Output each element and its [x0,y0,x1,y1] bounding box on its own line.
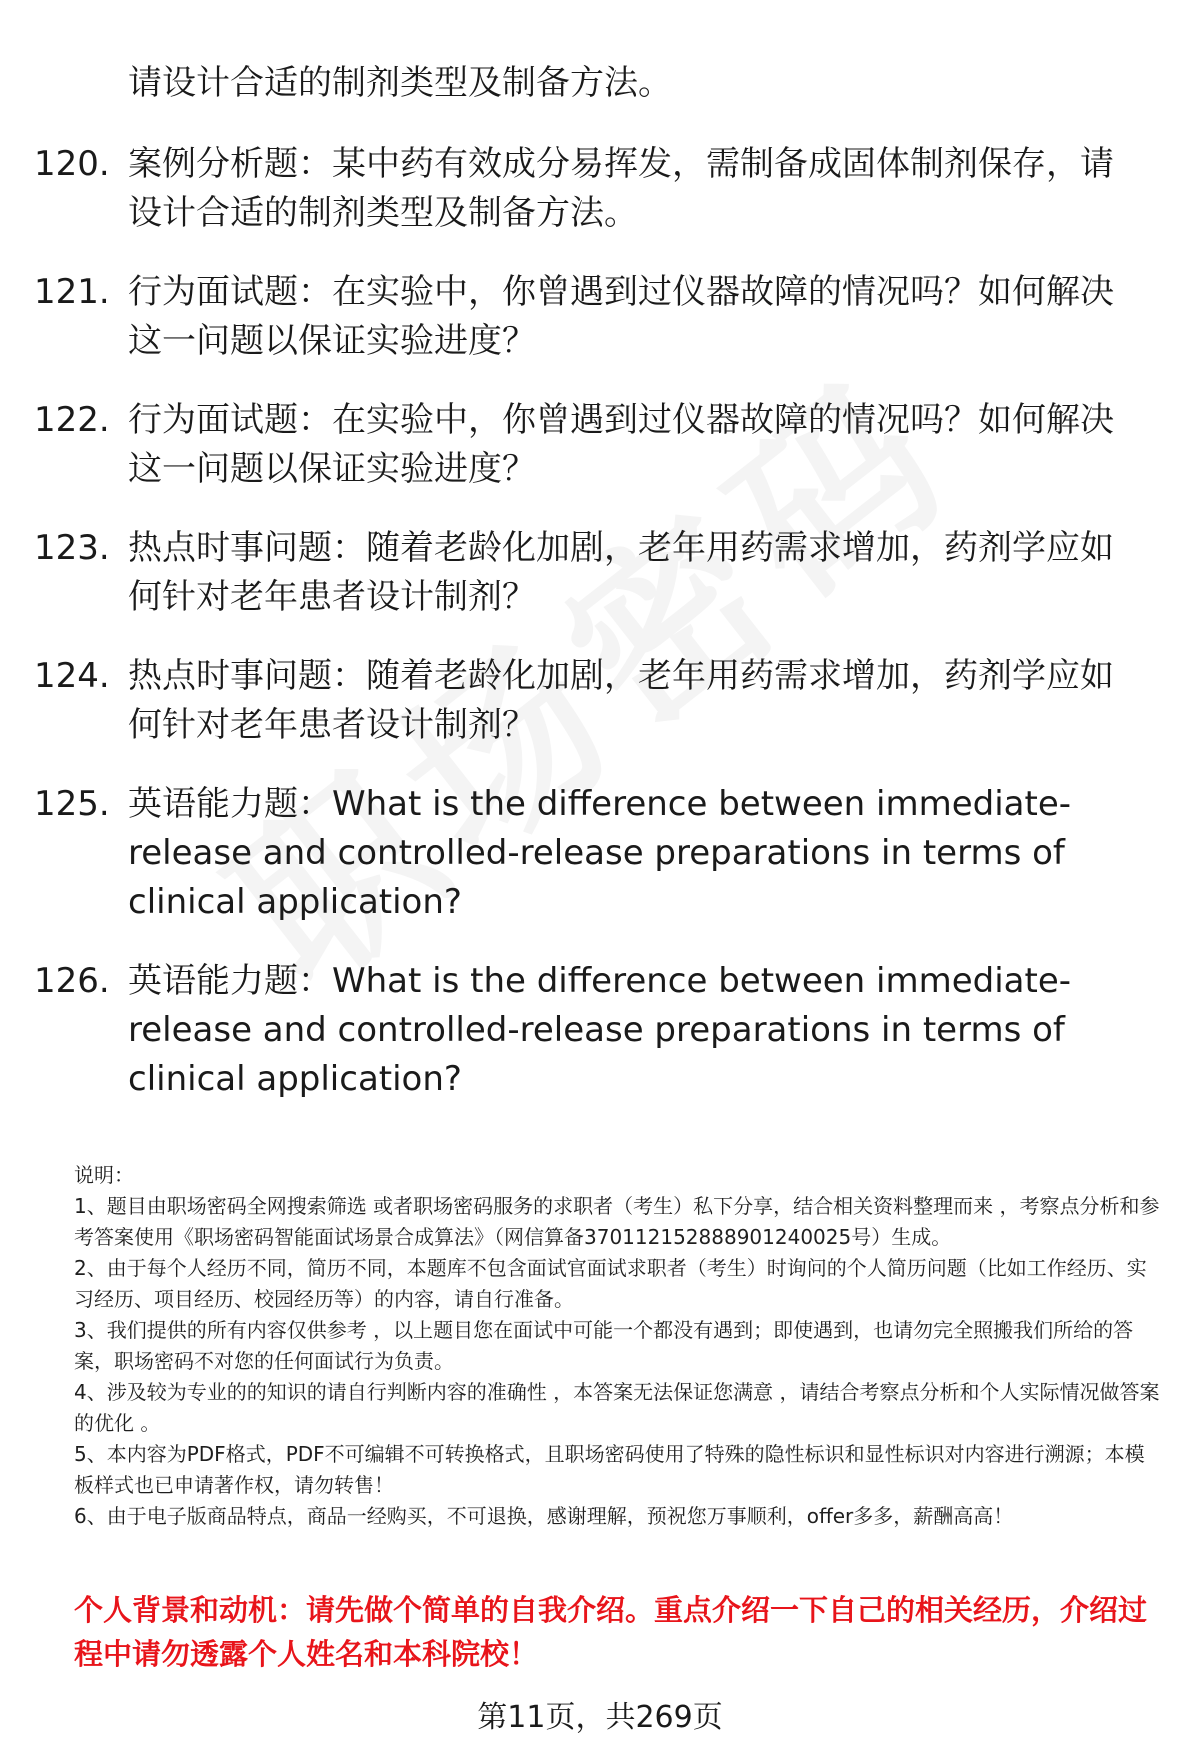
question-text: 热点时事问题：随着老龄化加剧，老年用药需求增加，药剂学应如何针对老年患者设计制剂？ [128,528,1114,617]
question-list [34,140,1164,1134]
question-number: 121. [34,272,110,312]
question-item [34,268,1164,366]
question-number: 120. [34,144,110,184]
notes-section [74,1160,1164,1532]
note-item: 2、由于每个人经历不同，简历不同，本题库不包含面试官面试求职者（考生）时询问的个人简历问题（比如工作经历、实习经历、项目经历、校园经历等）的内容，请自行准备。 [74,1256,1147,1311]
notes-title: 说明： [74,1163,134,1187]
question-text: 行为面试题：在实验中，你曾遇到过仪器故障的情况吗？如何解决这一问题以保证实验进度？ [128,400,1114,489]
question-text: 英语能力题：What is the difference between immediate-release and controlled-release preparations in terms of clinical application? [128,784,1072,922]
question-item [34,652,1164,750]
question-number: 125. [34,784,110,824]
highlight-question: 个人背景和动机：请先做个简单的自我介绍。重点介绍一下自己的相关经历，介绍过程中请勿透露个人姓名和本科院校！ [74,1593,1148,1671]
question-text: 行为面试题：在实验中，你曾遇到过仪器故障的情况吗？如何解决这一问题以保证实验进度？ [128,272,1114,361]
question-number: 126. [34,961,110,1001]
question-item [34,957,1164,1104]
question-number: 122. [34,400,110,440]
page-number: 第11页，共269页 [477,1700,723,1735]
question-item [34,140,1164,238]
question-text: 英语能力题：What is the difference between immediate-release and controlled-release preparations in terms of clinical application? [128,961,1072,1099]
question-number: 124. [34,656,110,696]
question-item [34,524,1164,622]
note-item: 1、题目由职场密码全网搜索筛选 或者职场密码服务的求职者（考生）私下分享，结合相关资料整理而来 ，考察点分析和参考答案使用《职场密码智能面试场景合成算法》（网信算备370112152888901240025号）生成。 [74,1194,1160,1249]
note-item: 6、由于电子版商品特点，商品一经购买，不可退换，感谢理解，预祝您万事顺利，offer多多，薪酬高高！ [74,1504,1014,1528]
question-number: 123. [34,528,110,568]
previous-question-continuation: 请设计合适的制剂类型及制备方法。 [128,63,672,103]
note-item: 3、我们提供的所有内容仅供参考 ，以上题目您在面试中可能一个都没有遇到；即使遇到，也请勿完全照搬我们所给的答案，职场密码不对您的任何面试行为负责。 [74,1318,1134,1373]
question-text: 热点时事问题：随着老龄化加剧，老年用药需求增加，药剂学应如何针对老年患者设计制剂？ [128,656,1114,745]
question-text: 案例分析题：某中药有效成分易挥发，需制备成固体制剂保存，请设计合适的制剂类型及制备方法。 [128,144,1114,233]
question-item [34,396,1164,494]
note-item: 5、本内容为PDF格式，PDF不可编辑不可转换格式，且职场密码使用了特殊的隐性标识和显性标识对内容进行溯源；本模板样式也已申请著作权，请勿转售！ [74,1442,1145,1497]
note-item: 4、涉及较为专业的的知识的请自行判断内容的准确性 ，本答案无法保证您满意 ，请结合考察点分析和个人实际情况做答案的优化 。 [74,1380,1160,1435]
question-item [34,780,1164,927]
